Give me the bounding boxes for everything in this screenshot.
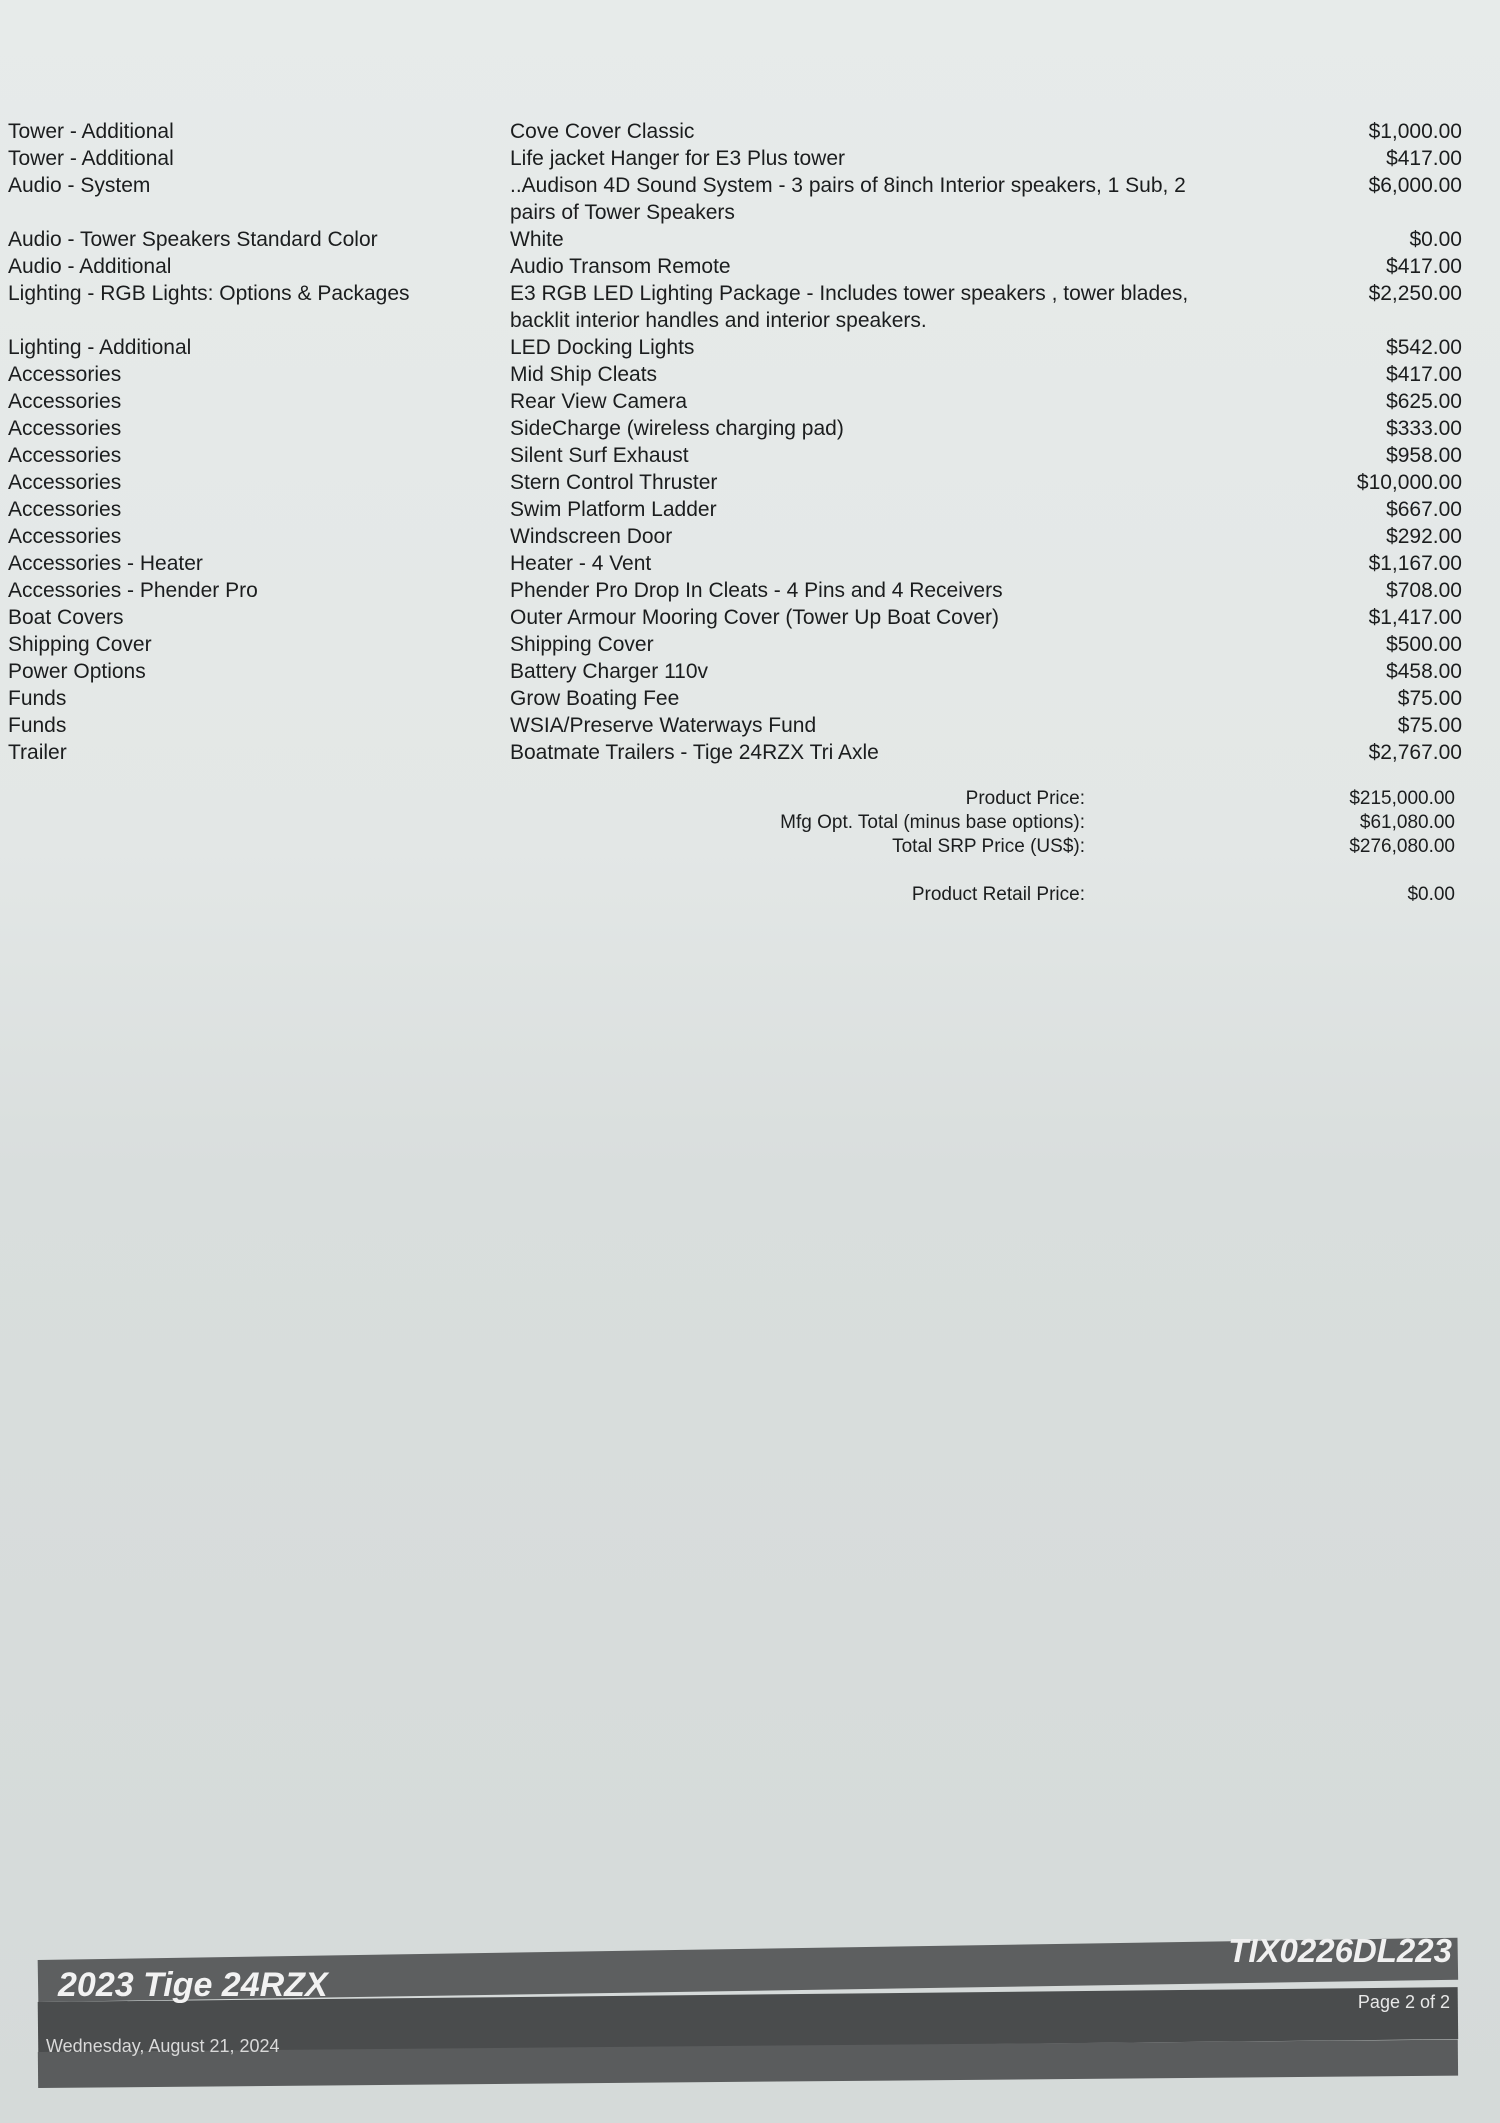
total-srp-value: $276,080.00 xyxy=(1349,836,1455,857)
item-price: $333.00 xyxy=(1386,417,1462,440)
total-srp-label: Total SRP Price (US$): xyxy=(892,836,1085,857)
item-description: Silent Surf Exhaust xyxy=(510,444,689,467)
item-category: Shipping Cover xyxy=(8,633,152,656)
item-price: $667.00 xyxy=(1386,498,1462,521)
item-description: White xyxy=(510,228,564,251)
item-category: Accessories xyxy=(8,525,122,548)
item-price: $958.00 xyxy=(1386,444,1462,467)
item-price: $417.00 xyxy=(1386,363,1462,386)
line-item xyxy=(0,550,1500,577)
item-description: Swim Platform Ladder xyxy=(510,498,717,521)
item-price: $75.00 xyxy=(1397,687,1462,710)
item-description: Rear View Camera xyxy=(510,390,688,413)
line-item xyxy=(0,577,1500,604)
line-item xyxy=(0,172,1500,226)
item-description: Grow Boating Fee xyxy=(510,687,680,710)
item-description: Audio Transom Remote xyxy=(510,255,731,278)
line-item xyxy=(0,361,1500,388)
item-price: $6,000.00 xyxy=(1368,174,1462,197)
item-category: Accessories xyxy=(8,390,122,413)
item-price: $0.00 xyxy=(1409,228,1462,251)
retail-price-value: $0.00 xyxy=(1407,884,1455,905)
item-description: Stern Control Thruster xyxy=(510,471,718,494)
item-description: Shipping Cover xyxy=(510,633,654,656)
item-description: Heater - 4 Vent xyxy=(510,552,652,575)
product-price-value: $215,000.00 xyxy=(1349,788,1455,809)
item-description: E3 RGB LED Lighting Package - Includes tower speakers , tower blades, backlit interior handles and interior speakers. xyxy=(510,282,1189,332)
item-price: $2,250.00 xyxy=(1368,282,1462,305)
mfg-opt-total-value: $61,080.00 xyxy=(1359,812,1455,833)
item-category: Accessories xyxy=(8,417,122,440)
item-category: Accessories - Heater xyxy=(8,552,203,575)
item-description: Phender Pro Drop In Cleats - 4 Pins and 4 Receivers xyxy=(510,579,1003,602)
item-price: $500.00 xyxy=(1386,633,1462,656)
line-items-list xyxy=(0,118,1500,766)
item-category: Audio - System xyxy=(8,174,151,197)
item-price: $708.00 xyxy=(1386,579,1462,602)
product-price-label: Product Price: xyxy=(965,788,1085,809)
line-item xyxy=(0,658,1500,685)
boat-model-title: 2023 Tige 24RZX xyxy=(58,1966,328,2004)
item-category: Lighting - RGB Lights: Options & Packages xyxy=(8,282,410,305)
line-item xyxy=(0,334,1500,361)
item-description: Windscreen Door xyxy=(510,525,673,548)
product-price-row xyxy=(0,788,1500,812)
line-item xyxy=(0,388,1500,415)
item-category: Funds xyxy=(8,687,67,710)
item-category: Audio - Additional xyxy=(8,255,172,278)
item-description: WSIA/Preserve Waterways Fund xyxy=(510,714,817,737)
line-item xyxy=(0,226,1500,253)
line-item xyxy=(0,631,1500,658)
item-price: $542.00 xyxy=(1386,336,1462,359)
item-price: $417.00 xyxy=(1386,147,1462,170)
line-item xyxy=(0,145,1500,172)
document-date: Wednesday, August 21, 2024 xyxy=(46,2036,280,2056)
item-price: $1,000.00 xyxy=(1368,120,1462,143)
line-item xyxy=(0,442,1500,469)
item-category: Accessories xyxy=(8,471,122,494)
item-description: Battery Charger 110v xyxy=(510,660,709,683)
item-category: Power Options xyxy=(8,660,146,683)
item-category: Accessories xyxy=(8,498,122,521)
item-description: Life jacket Hanger for E3 Plus tower xyxy=(510,147,845,170)
item-category: Tower - Additional xyxy=(8,147,174,170)
item-category: Tower - Additional xyxy=(8,120,174,143)
retail-price-label: Product Retail Price: xyxy=(911,884,1085,905)
item-description: LED Docking Lights xyxy=(510,336,695,359)
item-price: $1,167.00 xyxy=(1368,552,1462,575)
page-footer xyxy=(0,1920,1500,2080)
page-number: Page 2 of 2 xyxy=(1357,1992,1450,2012)
item-price: $2,767.00 xyxy=(1368,741,1462,764)
item-category: Funds xyxy=(8,714,67,737)
line-item xyxy=(0,253,1500,280)
item-category: Accessories xyxy=(8,444,122,467)
item-description: Outer Armour Mooring Cover (Tower Up Boat Cover) xyxy=(510,606,999,629)
retail-price-row xyxy=(0,884,1500,908)
item-description: SideCharge (wireless charging pad) xyxy=(510,417,844,440)
item-price: $75.00 xyxy=(1397,714,1462,737)
mfg-opt-total-label: Mfg Opt. Total (minus base options): xyxy=(780,812,1085,833)
item-description: ..Audison 4D Sound System - 3 pairs of 8inch Interior speakers, 1 Sub, 2 pairs of Tower Speakers xyxy=(510,174,1186,224)
item-description: Boatmate Trailers - Tige 24RZX Tri Axle xyxy=(510,741,879,764)
item-price: $1,417.00 xyxy=(1368,606,1462,629)
line-item xyxy=(0,118,1500,145)
item-description: Cove Cover Classic xyxy=(510,120,695,143)
item-description: Mid Ship Cleats xyxy=(510,363,658,386)
total-srp-row xyxy=(0,836,1500,860)
item-category: Accessories - Phender Pro xyxy=(8,579,258,602)
line-item xyxy=(0,280,1500,334)
line-item xyxy=(0,415,1500,442)
item-price: $292.00 xyxy=(1386,525,1462,548)
item-category: Audio - Tower Speakers Standard Color xyxy=(8,228,378,251)
item-price: $625.00 xyxy=(1386,390,1462,413)
item-category: Trailer xyxy=(8,741,67,764)
line-item xyxy=(0,523,1500,550)
mfg-opt-total-row xyxy=(0,812,1500,836)
line-item xyxy=(0,739,1500,766)
item-category: Boat Covers xyxy=(8,606,124,629)
item-category: Accessories xyxy=(8,363,122,386)
line-item xyxy=(0,496,1500,523)
line-item xyxy=(0,469,1500,496)
line-item xyxy=(0,604,1500,631)
item-category: Lighting - Additional xyxy=(8,336,192,359)
line-item xyxy=(0,685,1500,712)
totals-block xyxy=(0,788,1500,908)
line-item xyxy=(0,712,1500,739)
document-id: TIX0226DL223 xyxy=(1228,1932,1452,1969)
item-price: $10,000.00 xyxy=(1356,471,1462,494)
item-price: $458.00 xyxy=(1386,660,1462,683)
item-price: $417.00 xyxy=(1386,255,1462,278)
